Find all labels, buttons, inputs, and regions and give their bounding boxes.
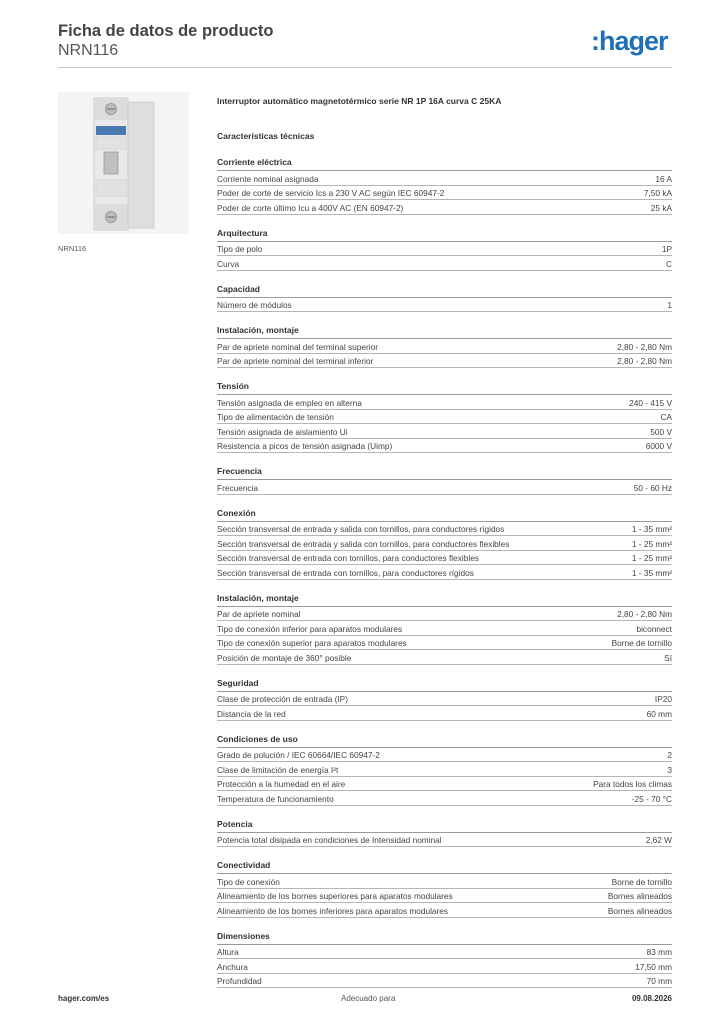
spec-row: [217, 424, 672, 439]
spec-label: Alineamiento de los bornes superiores para aparatos modulares: [217, 891, 453, 901]
spec-row: [217, 256, 672, 271]
section-title: Arquitectura: [217, 228, 672, 242]
spec-label: Grado de polución / IEC 60664/IEC 60947-2: [217, 750, 380, 760]
spec-label: Posición de montaje de 360° posible: [217, 652, 352, 663]
spec-value: 70 mm: [646, 976, 672, 986]
spec-row: [217, 621, 672, 636]
spec-label: Distancia de la red: [217, 708, 286, 719]
spec-row: [217, 945, 672, 960]
spec-row: [217, 636, 672, 651]
spec-section: [217, 284, 672, 313]
spec-label: Número de módulos: [217, 300, 292, 310]
spec-section: [217, 678, 672, 721]
spec-label: Tensión asignada de empleo en alterna: [217, 397, 362, 408]
spec-value: 2,80 - 2,80 Nm: [617, 356, 672, 366]
spec-value: 6000 V: [645, 441, 672, 451]
spec-value: Bornes alineados: [607, 905, 672, 916]
spec-row: [217, 551, 672, 566]
spec-label: Par de apriete nominal: [217, 609, 301, 619]
spec-label: Poder de corte último Icu a 400V AC (EN 60947-2): [217, 202, 404, 213]
spec-value: 2,80 - 2,80 Nm: [617, 341, 672, 352]
spec-value: IP20: [654, 694, 672, 704]
specs-sections: [217, 157, 672, 988]
spec-label: Temperatura de funcionamiento: [217, 793, 334, 804]
spec-value: 7,50 kA: [643, 188, 672, 198]
spec-row: [217, 650, 672, 665]
spec-value: 17,50 mm: [635, 961, 672, 972]
spec-row: [217, 762, 672, 777]
spec-value: 25 kA: [650, 202, 672, 213]
section-title: Dimensiones: [217, 931, 672, 945]
spec-row: [217, 186, 672, 201]
spec-row: [217, 959, 672, 974]
product-description: Interruptor automático magnetotérmico serie NR 1P 16A curva C 25KA: [217, 96, 502, 106]
spec-row: [217, 833, 672, 848]
spec-label: Sección transversal de entrada y salida con tornillos, para conductores flexibles: [217, 538, 510, 549]
spec-value: 3: [667, 764, 672, 775]
spec-row: [217, 777, 672, 792]
spec-value: 83 mm: [646, 947, 672, 957]
product-reference: NRN116: [58, 42, 119, 59]
section-title: Seguridad: [217, 678, 672, 692]
spec-value: -25 - 70 °C: [631, 793, 672, 804]
spec-label: Corriente nominal asignada: [217, 173, 319, 184]
spec-label: Profundidad: [217, 976, 262, 986]
spec-section: [217, 593, 672, 665]
spec-row: [217, 889, 672, 904]
spec-label: Tipo de conexión inferior para aparatos modulares: [217, 623, 403, 634]
spec-value: 500 V: [650, 426, 672, 437]
spec-value: 1 - 35 mm²: [631, 524, 672, 534]
spec-label: Par de apriete nominal del terminal inferior: [217, 356, 374, 366]
spec-label: Tipo de alimentación de tensión: [217, 412, 334, 422]
spec-row: [217, 748, 672, 763]
document-header: [58, 22, 273, 61]
spec-label: Clase de limitación de energía I²t: [217, 764, 339, 775]
spec-label: Anchura: [217, 961, 248, 972]
spec-label: Poder de corte de servicio Ics a 230 V AC según IEC 60947-2: [217, 188, 445, 198]
spec-label: Potencia total disipada en condiciones de Intensidad nominal: [217, 835, 442, 845]
spec-value: Borne de tornillo: [611, 638, 672, 648]
spec-row: [217, 692, 672, 707]
spec-value: 16 A: [655, 173, 672, 184]
section-title: Instalación, montaje: [217, 325, 672, 339]
spec-row: [217, 410, 672, 425]
section-title: Corriente eléctrica: [217, 157, 672, 171]
spec-row: [217, 339, 672, 354]
spec-value: 1: [667, 300, 672, 310]
spec-value: 60 mm: [646, 708, 672, 719]
spec-label: Resistencia a picos de tensión asignada (Uimp): [217, 441, 393, 451]
spec-section: [217, 466, 672, 495]
section-title: Conexión: [217, 508, 672, 522]
spec-value: 240 - 415 V: [629, 397, 672, 408]
spec-row: [217, 536, 672, 551]
spec-section: [217, 734, 672, 806]
spec-section: [217, 860, 672, 918]
spec-label: Tipo de conexión: [217, 876, 280, 887]
spec-section: [217, 508, 672, 580]
image-caption: NRN116: [58, 244, 87, 253]
section-title: Potencia: [217, 819, 672, 833]
hager-logo: :hager: [591, 26, 668, 56]
spec-row: [217, 242, 672, 257]
spec-row: [217, 354, 672, 369]
spec-label: Curva: [217, 258, 240, 269]
spec-row: [217, 298, 672, 313]
section-title: Capacidad: [217, 284, 672, 298]
spec-row: [217, 607, 672, 622]
spec-section: [217, 931, 672, 989]
section-title: Conectividad: [217, 860, 672, 874]
document-title: Ficha de datos de producto: [58, 22, 274, 40]
spec-label: Sección transversal de entrada y salida con tornillos, para conductores rígidos: [217, 524, 505, 534]
spec-row: [217, 903, 672, 918]
spec-row: [217, 706, 672, 721]
spec-value: 2: [667, 750, 672, 760]
specs-main: [217, 96, 672, 1001]
spec-label: Frecuencia: [217, 482, 259, 493]
spec-value: biconnect: [636, 623, 672, 634]
spec-label: Par de apriete nominal del terminal superior: [217, 341, 378, 352]
spec-section: [217, 157, 672, 215]
footer-date: 09.08.2026: [631, 994, 672, 1003]
spec-value: 1P: [661, 244, 672, 254]
spec-value: Para todos los climas: [593, 779, 672, 789]
spec-row: [217, 480, 672, 495]
spec-section: [217, 325, 672, 368]
spec-value: Bornes alineados: [607, 891, 672, 901]
spec-label: Sección transversal de entrada con tornillos, para conductores flexibles: [217, 553, 479, 563]
spec-label: Tensión asignada de aislamiento Ui: [217, 426, 348, 437]
spec-label: Altura: [217, 947, 239, 957]
spec-section: [217, 228, 672, 271]
spec-row: [217, 791, 672, 806]
section-title: Tensión: [217, 381, 672, 395]
spec-section: [217, 381, 672, 453]
spec-value: 2,62 W: [645, 835, 672, 845]
spec-value: 1 - 35 mm²: [631, 567, 672, 578]
spec-value: C: [666, 258, 672, 269]
spec-row: [217, 974, 672, 989]
spec-value: 50 - 60 Hz: [633, 482, 672, 493]
spec-section: [217, 819, 672, 848]
spec-row: [217, 874, 672, 889]
spec-value: 1 - 25 mm²: [631, 538, 672, 549]
spec-value: 1 - 25 mm²: [631, 553, 672, 563]
spec-row: [217, 171, 672, 186]
spec-label: Tipo de conexión superior para aparatos modulares: [217, 638, 407, 648]
technical-characteristics-title: Características técnicas: [217, 131, 315, 141]
spec-row: [217, 200, 672, 215]
spec-row: [217, 439, 672, 454]
section-title: Frecuencia: [217, 466, 672, 480]
spec-label: Sección transversal de entrada con tornillos, para conductores rígidos: [217, 567, 474, 578]
spec-row: [217, 522, 672, 537]
spec-label: Alineamiento de los bornes inferiores para aparatos modulares: [217, 905, 449, 916]
header-divider: [58, 67, 672, 68]
section-title: Condiciones de uso: [217, 734, 672, 748]
spec-value: Sí: [664, 652, 672, 663]
spec-label: Protección a la humedad en el aire: [217, 779, 346, 789]
product-image: [58, 92, 189, 234]
spec-value: Borne de tornillo: [611, 876, 672, 887]
footer-website[interactable]: hager.com/es: [58, 994, 110, 1003]
spec-value: 2,80 - 2,80 Nm: [617, 609, 672, 619]
spec-row: [217, 565, 672, 580]
spec-row: [217, 395, 672, 410]
spec-label: Clase de protección de entrada (IP): [217, 694, 348, 704]
footer-suitable-for: Adecuado para: [341, 994, 396, 1003]
spec-value: CA: [660, 412, 672, 422]
circuit-breaker-image: [58, 92, 189, 234]
section-title: Instalación, montaje: [217, 593, 672, 607]
spec-label: Tipo de polo: [217, 244, 263, 254]
